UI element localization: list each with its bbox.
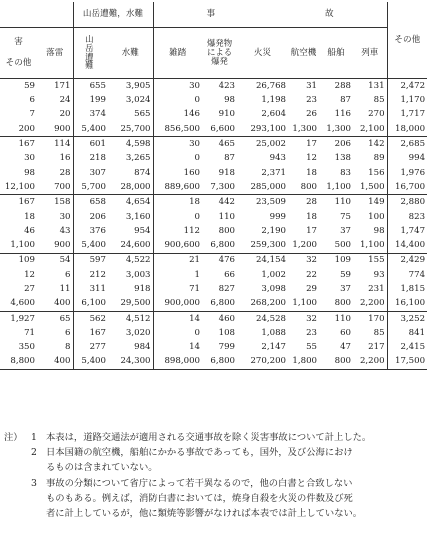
table-cell: 25,700 (108, 122, 153, 137)
note-continuation: 者に計上しているが，他に類焼等影響がなければ本表では計上していない。 (46, 508, 363, 520)
table-cell: 1,100 (353, 238, 387, 253)
header-drowning: 水難 (108, 28, 153, 79)
table-cell: 350 (18, 342, 35, 353)
table-cell: 601 (73, 137, 108, 152)
table-cell: 6,600 (210, 123, 236, 134)
header-group-mountain: 山岳遭難，水難 (73, 2, 153, 28)
table-cell: 18 (306, 167, 318, 178)
table-cell: 900,000 (164, 298, 201, 309)
table-cell: 3,160 (108, 210, 153, 224)
table-cell: 27 (24, 284, 35, 294)
table-cell: 28,000 (108, 180, 153, 195)
header-explosives-label: 爆発物による爆発 (206, 38, 233, 67)
table-cell: 24,300 (108, 355, 153, 370)
note-1 (4, 430, 424, 445)
table-cell: 259,300 (250, 240, 287, 251)
header-group-accident-left: 事 (206, 9, 216, 20)
table-cell: 268,200 (250, 298, 287, 309)
table-cell: 12 (24, 269, 35, 280)
table-cell: 943 (269, 153, 287, 164)
table-cell: 87 (340, 95, 352, 106)
header-blank (0, 2, 73, 28)
table-cell: 476 (202, 253, 237, 268)
header-sonota-left: その他 (5, 58, 32, 68)
table-cell: 800 (218, 225, 236, 236)
table-cell: 85 (353, 326, 387, 340)
table-cell: 2,200 (353, 355, 387, 370)
table-cell: 270,200 (237, 355, 288, 370)
table-cell: 1,927 (0, 311, 37, 326)
table-cell: 37 (340, 225, 352, 236)
table-cell: 12 (306, 153, 318, 164)
table-cell: 800 (319, 355, 353, 370)
table-cell: 4,654 (108, 195, 153, 210)
table-cell: 167 (89, 327, 106, 338)
table-cell: 658 (73, 195, 108, 210)
table-cell: 7,300 (210, 181, 236, 192)
table-cell: 1,170 (400, 95, 426, 106)
note-continuation: るものは含まれていない。 (46, 462, 158, 474)
disaster-accident-table (0, 2, 427, 370)
header-group-accident-right: 故 (325, 9, 334, 20)
table-cell: 4,522 (108, 253, 153, 268)
table-cell: 149 (353, 195, 387, 210)
table-cell: 823 (408, 211, 426, 222)
table-cell: 8 (37, 340, 73, 354)
table-cell: 29,500 (108, 296, 153, 311)
table-cell: 199 (89, 95, 106, 106)
note-number: 1 (31, 432, 37, 443)
table-cell: 6,800 (210, 298, 236, 309)
table-row (0, 355, 427, 370)
table-cell: 138 (334, 153, 352, 164)
table-cell: 156 (353, 166, 387, 180)
table-cell: 18 (24, 211, 35, 222)
table-cell: 4,598 (108, 137, 153, 152)
table-cell: 6,800 (202, 355, 237, 370)
table-cell: 5,700 (81, 181, 106, 192)
table-cell: 1,200 (292, 240, 318, 251)
table-cell: 23 (306, 95, 318, 106)
table-cell: 285,000 (250, 181, 287, 192)
table-cell: 109 (319, 253, 353, 268)
header-lightning: 落雷 (37, 28, 73, 79)
table-cell: 75 (340, 211, 352, 222)
header-crowd: 雑踏 (153, 28, 202, 79)
table-cell: 59 (340, 269, 352, 280)
table-cell: 24,154 (237, 253, 288, 268)
table-cell: 1,976 (400, 167, 426, 178)
table-cell: 8,800 (0, 355, 37, 370)
table-cell: 114 (37, 137, 73, 152)
table-cell: 14 (153, 311, 202, 326)
table-cell: 374 (89, 109, 106, 120)
table-cell: 1,088 (261, 327, 287, 338)
table-cell: 6,800 (210, 240, 236, 251)
table-cell: 60 (340, 327, 352, 338)
table-cell: 28 (288, 195, 319, 210)
note-2 (4, 445, 424, 460)
table-cell: 2,190 (261, 225, 287, 236)
table-cell: 465 (202, 137, 237, 152)
table-cell: 889,600 (164, 181, 201, 192)
note-number: 2 (31, 447, 37, 459)
table-row (0, 137, 427, 152)
table-cell: 6 (37, 326, 73, 340)
table-cell: 2,100 (353, 122, 387, 137)
table-cell: 423 (218, 80, 236, 91)
table-cell: 442 (202, 195, 237, 210)
table-cell: 597 (73, 253, 108, 268)
table-cell: 25,002 (237, 137, 288, 152)
table-cell: 841 (408, 327, 426, 338)
table-cell: 293,100 (250, 123, 287, 134)
table-cell: 910 (218, 109, 236, 120)
table-cell: 31 (306, 80, 318, 91)
table-cell: 18 (153, 195, 202, 210)
table-cell: 26 (306, 109, 318, 120)
table-row (0, 340, 427, 354)
table-cell: 0 (194, 153, 201, 164)
table-body (0, 79, 427, 370)
table-cell: 0 (194, 95, 201, 106)
table-cell: 856,500 (164, 123, 201, 134)
table-cell: 3,265 (108, 151, 153, 165)
table-cell: 1,198 (261, 95, 287, 106)
table-cell: 565 (108, 108, 153, 122)
table-cell: 376 (89, 225, 106, 236)
table-cell: 954 (108, 224, 153, 238)
table-row (0, 253, 427, 268)
table-cell: 827 (218, 284, 236, 294)
header-aircraft: 航空機 (288, 28, 319, 79)
table-cell: 17 (288, 137, 319, 152)
note-3 (4, 476, 424, 491)
notes-section (4, 430, 424, 521)
table-cell: 24,528 (237, 311, 288, 326)
table-cell: 59 (24, 80, 35, 91)
table-cell: 43 (37, 224, 73, 238)
table-cell: 37 (340, 284, 352, 294)
table-cell: 158 (37, 195, 73, 210)
table-cell: 14,400 (395, 240, 426, 251)
table-cell: 116 (334, 109, 352, 120)
table-cell: 47 (340, 342, 352, 353)
table-cell: 46 (24, 225, 35, 236)
table-row (0, 108, 427, 122)
table-cell: 3,020 (108, 326, 153, 340)
table-cell: 54 (37, 253, 73, 268)
table-cell: 4,600 (10, 298, 35, 309)
table-cell: 1,300 (326, 123, 352, 134)
table-cell: 98 (353, 224, 387, 238)
table-cell: 1,800 (288, 355, 319, 370)
table-cell: 110 (319, 311, 353, 326)
header-group-accident (153, 2, 387, 28)
table-cell: 1 (194, 269, 201, 280)
header-gai: 害 (14, 37, 23, 48)
table-cell: 774 (408, 269, 426, 280)
table-cell: 288 (334, 80, 352, 91)
table-cell: 400 (37, 296, 73, 311)
table-cell: 24,600 (108, 238, 153, 253)
table-cell: 900 (37, 238, 73, 253)
table-cell: 16,700 (395, 181, 426, 192)
table-cell: 994 (408, 153, 426, 164)
table-cell: 6,100 (81, 298, 106, 309)
table-cell: 918 (108, 282, 153, 296)
table-cell: 800 (300, 181, 318, 192)
table-cell: 212 (89, 269, 106, 280)
table-cell: 900,600 (164, 240, 201, 251)
table-cell: 131 (353, 79, 387, 94)
table-cell: 700 (37, 180, 73, 195)
table-cell: 83 (340, 167, 352, 178)
table-cell: 3,252 (387, 311, 427, 326)
table-cell: 799 (218, 342, 236, 353)
table-row (0, 326, 427, 340)
table-cell: 170 (353, 311, 387, 326)
table-cell: 98 (24, 167, 35, 178)
table-cell: 20 (37, 108, 73, 122)
table-cell: 206 (89, 211, 106, 222)
table-row (0, 151, 427, 165)
table-cell: 30 (37, 210, 73, 224)
table-cell: 87 (224, 153, 236, 164)
table-cell: 0 (194, 211, 201, 222)
table-cell: 1,500 (353, 180, 387, 195)
table-cell: 16,100 (395, 298, 426, 309)
table-cell: 28 (37, 166, 73, 180)
table-cell: 500 (334, 240, 352, 251)
table-row (0, 210, 427, 224)
table-cell: 18 (306, 211, 318, 222)
table-cell: 218 (89, 153, 106, 164)
table-cell: 98 (224, 95, 236, 106)
table-cell: 17,500 (387, 355, 427, 370)
table-cell: 0 (194, 327, 201, 338)
table-cell: 999 (269, 211, 287, 222)
table-cell: 2,880 (387, 195, 427, 210)
table-cell: 5,400 (81, 123, 106, 134)
table-cell: 1,300 (292, 123, 318, 134)
table-cell: 3,024 (108, 93, 153, 107)
table-row (0, 166, 427, 180)
table-cell: 155 (353, 253, 387, 268)
table-cell: 3,098 (261, 284, 287, 294)
table-cell: 71 (24, 327, 35, 338)
table-cell: 146 (183, 109, 201, 120)
table-cell: 18,000 (395, 123, 426, 134)
header-mountain (73, 28, 108, 79)
table-cell: 167 (0, 195, 37, 210)
table-cell: 6 (29, 95, 35, 106)
table-cell: 562 (73, 311, 108, 326)
header-mountain-label: 山岳遭難 (85, 33, 97, 71)
table-cell: 11 (37, 282, 73, 296)
table-cell: 100 (353, 210, 387, 224)
table-row (0, 238, 427, 253)
table-row (0, 79, 427, 94)
table-cell: 311 (89, 284, 106, 294)
table-row (0, 268, 427, 282)
table-row (0, 93, 427, 107)
table-cell: 30 (153, 137, 202, 152)
table-cell: 89 (353, 151, 387, 165)
table-cell: 655 (89, 80, 106, 91)
table-cell: 1,747 (400, 225, 426, 236)
table-cell: 71 (189, 284, 201, 294)
table-cell: 167 (0, 137, 37, 152)
table-cell: 2,147 (261, 342, 287, 353)
table-cell: 2,429 (387, 253, 427, 268)
table-cell: 7 (29, 109, 35, 120)
header-train: 列車 (353, 28, 387, 79)
header-fire: 火災 (237, 28, 288, 79)
table-cell: 171 (37, 79, 73, 94)
notes-label: 注） (4, 432, 23, 443)
table-cell: 24 (37, 93, 73, 107)
table-cell: 2,371 (261, 167, 287, 178)
table-cell: 307 (89, 167, 106, 178)
table-cell: 16 (37, 151, 73, 165)
table-cell: 206 (319, 137, 353, 152)
table-cell: 1,002 (261, 269, 287, 280)
table-cell: 400 (37, 355, 73, 370)
header-ship: 船舶 (319, 28, 353, 79)
note-text: 日本国籍の航空機，船舶にかかる事故であっても，国外，及び公海におけ (46, 447, 353, 459)
table-cell: 800 (334, 298, 352, 309)
table-cell: 277 (89, 342, 106, 353)
header-gai-sonota (0, 28, 37, 79)
table-cell: 32 (288, 311, 319, 326)
table-cell: 22 (306, 269, 318, 280)
table-cell: 2,472 (400, 80, 426, 91)
table-cell: 23 (306, 327, 318, 338)
table-cell: 270 (353, 108, 387, 122)
table-cell: 898,000 (153, 355, 202, 370)
table-cell: 108 (218, 327, 236, 338)
table-cell: 900 (37, 122, 73, 137)
table-cell: 1,815 (400, 284, 426, 294)
table-cell: 1,100 (292, 298, 318, 309)
table-cell: 112 (183, 225, 201, 236)
table-cell: 5,400 (73, 355, 108, 370)
table-cell: 1,100 (10, 240, 35, 251)
table-cell: 200 (18, 123, 35, 134)
table-cell: 30 (189, 80, 201, 91)
header-explosives (202, 28, 237, 79)
table-cell: 32 (288, 253, 319, 268)
table-cell: 26,768 (255, 80, 287, 91)
table-row (0, 224, 427, 238)
table-cell: 3,003 (108, 268, 153, 282)
table-row (0, 296, 427, 311)
table-cell: 110 (319, 195, 353, 210)
table-cell: 14 (189, 342, 201, 353)
table-cell: 21 (153, 253, 202, 268)
header-other: その他 (387, 2, 427, 79)
table-cell: 160 (183, 167, 201, 178)
table-cell: 2,685 (387, 137, 427, 152)
table-cell: 23,509 (237, 195, 288, 210)
table-cell: 874 (108, 166, 153, 180)
table-cell: 2,415 (400, 342, 426, 353)
table-row (0, 311, 427, 326)
table-row (0, 282, 427, 296)
table-cell: 29 (306, 284, 318, 294)
table-cell: 85 (353, 93, 387, 107)
table-cell: 66 (224, 269, 236, 280)
table-cell: 93 (353, 268, 387, 282)
table-cell: 918 (218, 167, 236, 178)
table-row (0, 180, 427, 195)
table-cell: 65 (37, 311, 73, 326)
note-number: 3 (31, 477, 37, 489)
table-cell: 17 (306, 225, 318, 236)
table-cell: 55 (306, 342, 318, 353)
table-cell: 2,200 (353, 296, 387, 311)
table-cell: 142 (353, 137, 387, 152)
table-cell: 231 (353, 282, 387, 296)
table-cell: 110 (218, 211, 236, 222)
table-cell: 109 (0, 253, 37, 268)
table-cell: 3,905 (108, 79, 153, 94)
table-cell: 1,100 (326, 181, 352, 192)
table-cell: 1,717 (400, 109, 426, 120)
table-cell: 2,604 (261, 109, 287, 120)
table-cell: 5,400 (81, 240, 106, 251)
table-cell: 4,512 (108, 311, 153, 326)
note-continuation: ものもある。例えば，消防白書においては，焼身自殺を火災の件数及び死 (46, 492, 353, 504)
table-cell: 984 (108, 340, 153, 354)
table-cell: 460 (202, 311, 237, 326)
table-cell: 6 (37, 268, 73, 282)
note-text: 事故の分類について省庁によって若干異なるので，他の白書と合致しない (46, 477, 353, 489)
table-cell: 217 (353, 340, 387, 354)
table-cell: 12,100 (4, 181, 35, 192)
table-cell: 30 (24, 153, 35, 164)
note-text: 本表は，道路交通法が適用される交通事故を除く災害事故について計上した。 (46, 432, 372, 443)
table-row (0, 195, 427, 210)
table-row (0, 122, 427, 137)
